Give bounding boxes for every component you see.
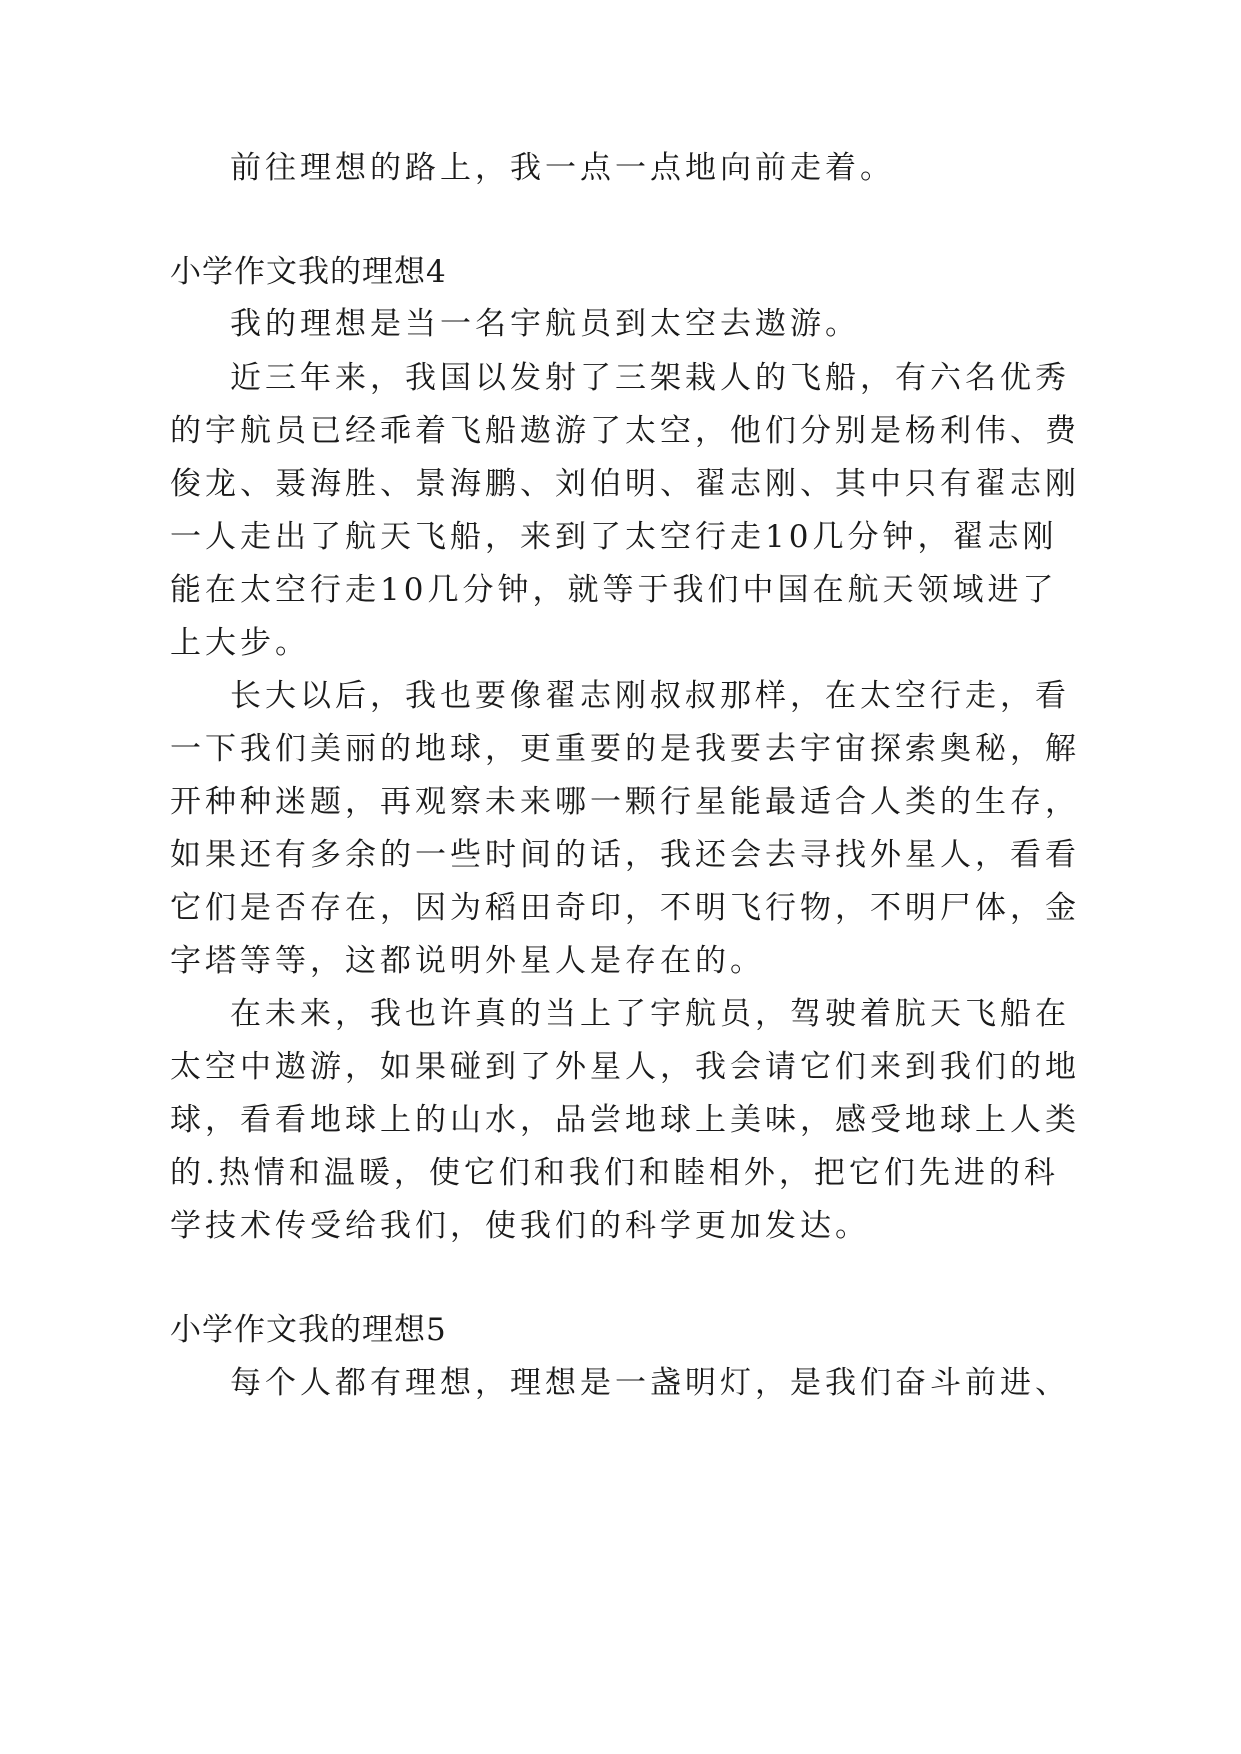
- paragraph-line: 上大步。: [170, 625, 310, 661]
- paragraph-line: 每个人都有理想，理想是一盏明灯，是我们奋斗前进、: [230, 1365, 1070, 1401]
- section-heading: 小学作文我的理想5: [170, 1312, 447, 1348]
- paragraph-line: 开种种迷题，再观察未来哪一颗行星能最适合人类的生存，: [170, 784, 1080, 820]
- paragraph-line: 学技术传受给我们，使我们的科学更加发达。: [170, 1208, 870, 1244]
- paragraph-line: 我的理想是当一名宇航员到太空去遨游。: [230, 306, 860, 342]
- paragraph-line: 球，看看地球上的山水，品尝地球上美味，感受地球上人类: [170, 1102, 1080, 1138]
- section-heading: 小学作文我的理想4: [170, 254, 447, 290]
- paragraph-line: 能在太空行走10几分钟，就等于我们中国在航天领域进了: [170, 572, 1058, 608]
- paragraph-line: 太空中遨游，如果碰到了外星人，我会请它们来到我们的地: [170, 1049, 1080, 1085]
- paragraph-line: 如果还有多余的一些时间的话，我还会去寻找外星人，看看: [170, 837, 1080, 873]
- paragraph-line: 长大以后，我也要像翟志刚叔叔那样，在太空行走，看: [230, 678, 1070, 714]
- paragraph-line: 前往理想的路上，我一点一点地向前走着。: [230, 150, 895, 186]
- paragraph-line: 的宇航员已经乖着飞船遨游了太空，他们分别是杨利伟、费: [170, 413, 1080, 449]
- paragraph-line: 俊龙、聂海胜、景海鹏、刘伯明、翟志刚、其中只有翟志刚: [170, 466, 1080, 502]
- paragraph-line: 的.热情和温暖，使它们和我们和睦相外，把它们先进的科: [170, 1155, 1059, 1191]
- paragraph-line: 近三年来，我国以发射了三架栽人的飞船，有六名优秀: [230, 360, 1070, 396]
- paragraph-line: 字塔等等，这都说明外星人是存在的。: [170, 943, 765, 979]
- paragraph-line: 在未来，我也许真的当上了宇航员，驾驶着肮天飞船在: [230, 996, 1070, 1032]
- paragraph-line: 一下我们美丽的地球，更重要的是我要去宇宙探索奥秘，解: [170, 731, 1080, 767]
- paragraph-line: 它们是否存在，因为稻田奇印，不明飞行物，不明尸体，金: [170, 890, 1080, 926]
- paragraph-line: 一人走出了航天飞船，来到了太空行走10几分钟，翟志刚: [170, 519, 1058, 555]
